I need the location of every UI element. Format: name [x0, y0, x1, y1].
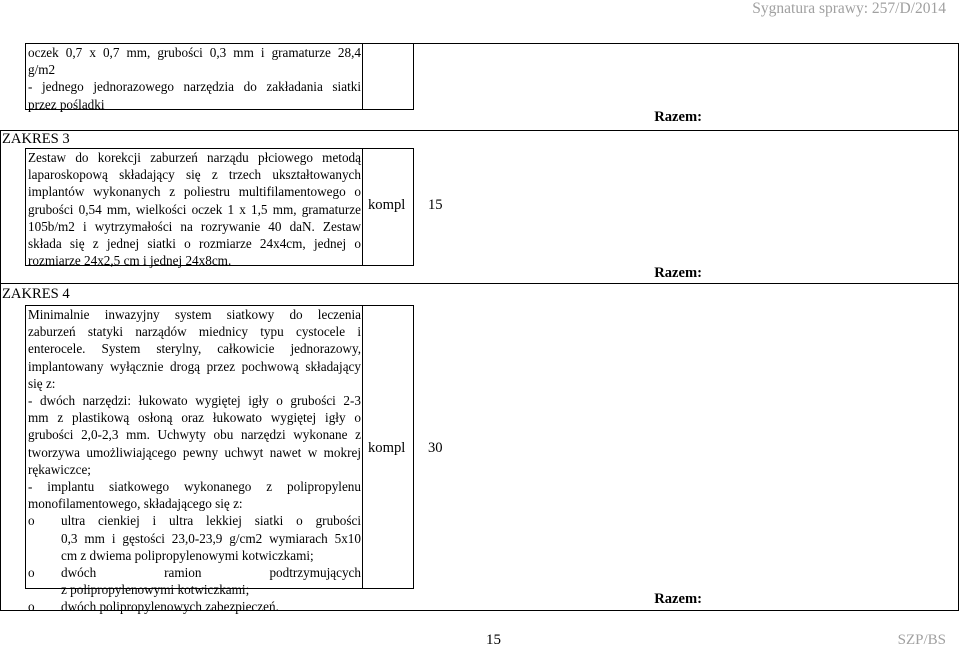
text-line: implantowany wyłącznie drogą przez pochwową składający — [28, 358, 361, 374]
text-line: enterocele. System sterylny, całkowicie jednorazowy, — [28, 341, 361, 357]
list-item — [28, 564, 361, 581]
table-left-border — [0, 130, 1, 611]
text-line: mm z plastikową osłoną oraz łukowato wygiętej igły o — [28, 410, 361, 426]
bullet-text: z polipropylenowymi kotwiczkami; — [61, 582, 250, 598]
zakres3-top-border — [0, 130, 959, 131]
text-line: 105b/m2 i wytrzymałości na rozrywanie 40 daN. Zestaw — [28, 218, 361, 234]
text-line: przez pośladki — [28, 96, 105, 112]
bullet-text: 0,3 mm i gęstości 23,0-23,9 g/cm2 wymiarach 5x10 — [61, 530, 361, 546]
table-right-border — [958, 43, 959, 611]
bullet-text: dwóch polipropylenowych zabezpieczeń. — [61, 599, 279, 615]
col-divider-1-z4 — [362, 305, 363, 588]
text-line: - dwóch narzędzi: łukowato wygiętej igły o grubości 2-3 — [28, 393, 361, 409]
zakres4-top-border — [0, 283, 959, 284]
zakres3-description — [28, 149, 361, 269]
col-divider-2-z4 — [413, 305, 414, 588]
zakres4-description — [28, 306, 361, 616]
text-line: grubości 2,0-2,3 mm. Uchwyty obu narzędzi wykonane z — [28, 427, 361, 443]
bullet-text: cm z dwiema polipropylenowymi kotwiczkami; — [61, 547, 314, 563]
col-divider-1-top — [362, 43, 363, 109]
text-line: grubości 0,54 mm, wielkości oczek 1 x 1,5 mm, gramaturze — [28, 201, 361, 217]
bullet-marker: o — [28, 513, 35, 529]
text-line: rozmiarze 24x2,5 cm i jednej 24x8cm. — [28, 253, 232, 269]
case-signature: Sygnatura sprawy: 257/D/2014 — [752, 0, 946, 17]
text-line: Minimalnie inwazyjny system siatkowy do leczenia — [28, 307, 361, 322]
text-line: implantów wykonanych z poliestru multifilamentowego o — [28, 184, 361, 200]
text-line: laparoskopową składający się z trzech ukształtowanych — [28, 167, 361, 183]
zakres3-heading: ZAKRES 3 — [2, 131, 70, 147]
list-item — [28, 598, 361, 615]
page-number: 15 — [486, 632, 501, 648]
text-line: się z: — [28, 375, 56, 391]
zakres4-qty: 30 — [428, 440, 443, 456]
text-line: monofilamentowego, składającego się z: — [28, 496, 243, 512]
razem-label: Razem: — [654, 591, 702, 607]
zakres3-qty: 15 — [428, 197, 443, 213]
text-line: zaburzeń statyki narządów miednicy typu cystocele i — [28, 324, 361, 340]
text-line: Zestaw do korekcji zaburzeń narządu płciowego metodą — [28, 150, 361, 165]
text-line: - jednego jednorazowego narzędzia do zakładania siatki — [28, 79, 361, 95]
table-left-border-top — [25, 43, 26, 109]
col-divider-2-top — [413, 43, 414, 109]
text-line: tworzywa umożliwiającego pewny uchwyt nawet w mokrej — [28, 444, 361, 460]
text-line: składa się z jednej siatki o rozmiarze 24x4cm, jednej o — [28, 236, 361, 252]
top-block-description — [28, 44, 361, 113]
text-line: - implantu siatkowego wykonanego z polipropylenu — [28, 479, 361, 495]
col-divider-1-z3 — [362, 148, 363, 265]
text-line: rękawiczce; — [28, 461, 91, 477]
razem-label: Razem: — [654, 265, 702, 281]
zakres4-heading: ZAKRES 4 — [2, 286, 70, 302]
bullet-marker: o — [28, 599, 35, 615]
zakres4-left-border — [25, 305, 26, 588]
zakres3-unit: kompl — [368, 197, 406, 213]
bullet-text: dwóch ramion podtrzymujących — [61, 565, 361, 581]
footer-reference: SZP/BS — [897, 632, 946, 648]
razem-label: Razem: — [654, 109, 702, 125]
list-item — [28, 512, 361, 529]
zakres4-unit: kompl — [368, 440, 406, 456]
text-line: g/m2 — [28, 62, 56, 78]
zakres3-left-border — [25, 148, 26, 265]
col-divider-2-z3 — [413, 148, 414, 265]
text-line: oczek 0,7 x 0,7 mm, grubości 0,3 mm i gramaturze 28,4 — [28, 45, 361, 60]
bullet-marker: o — [28, 565, 35, 581]
bullet-text: ultra cienkiej i ultra lekkiej siatki o grubości — [61, 513, 361, 529]
